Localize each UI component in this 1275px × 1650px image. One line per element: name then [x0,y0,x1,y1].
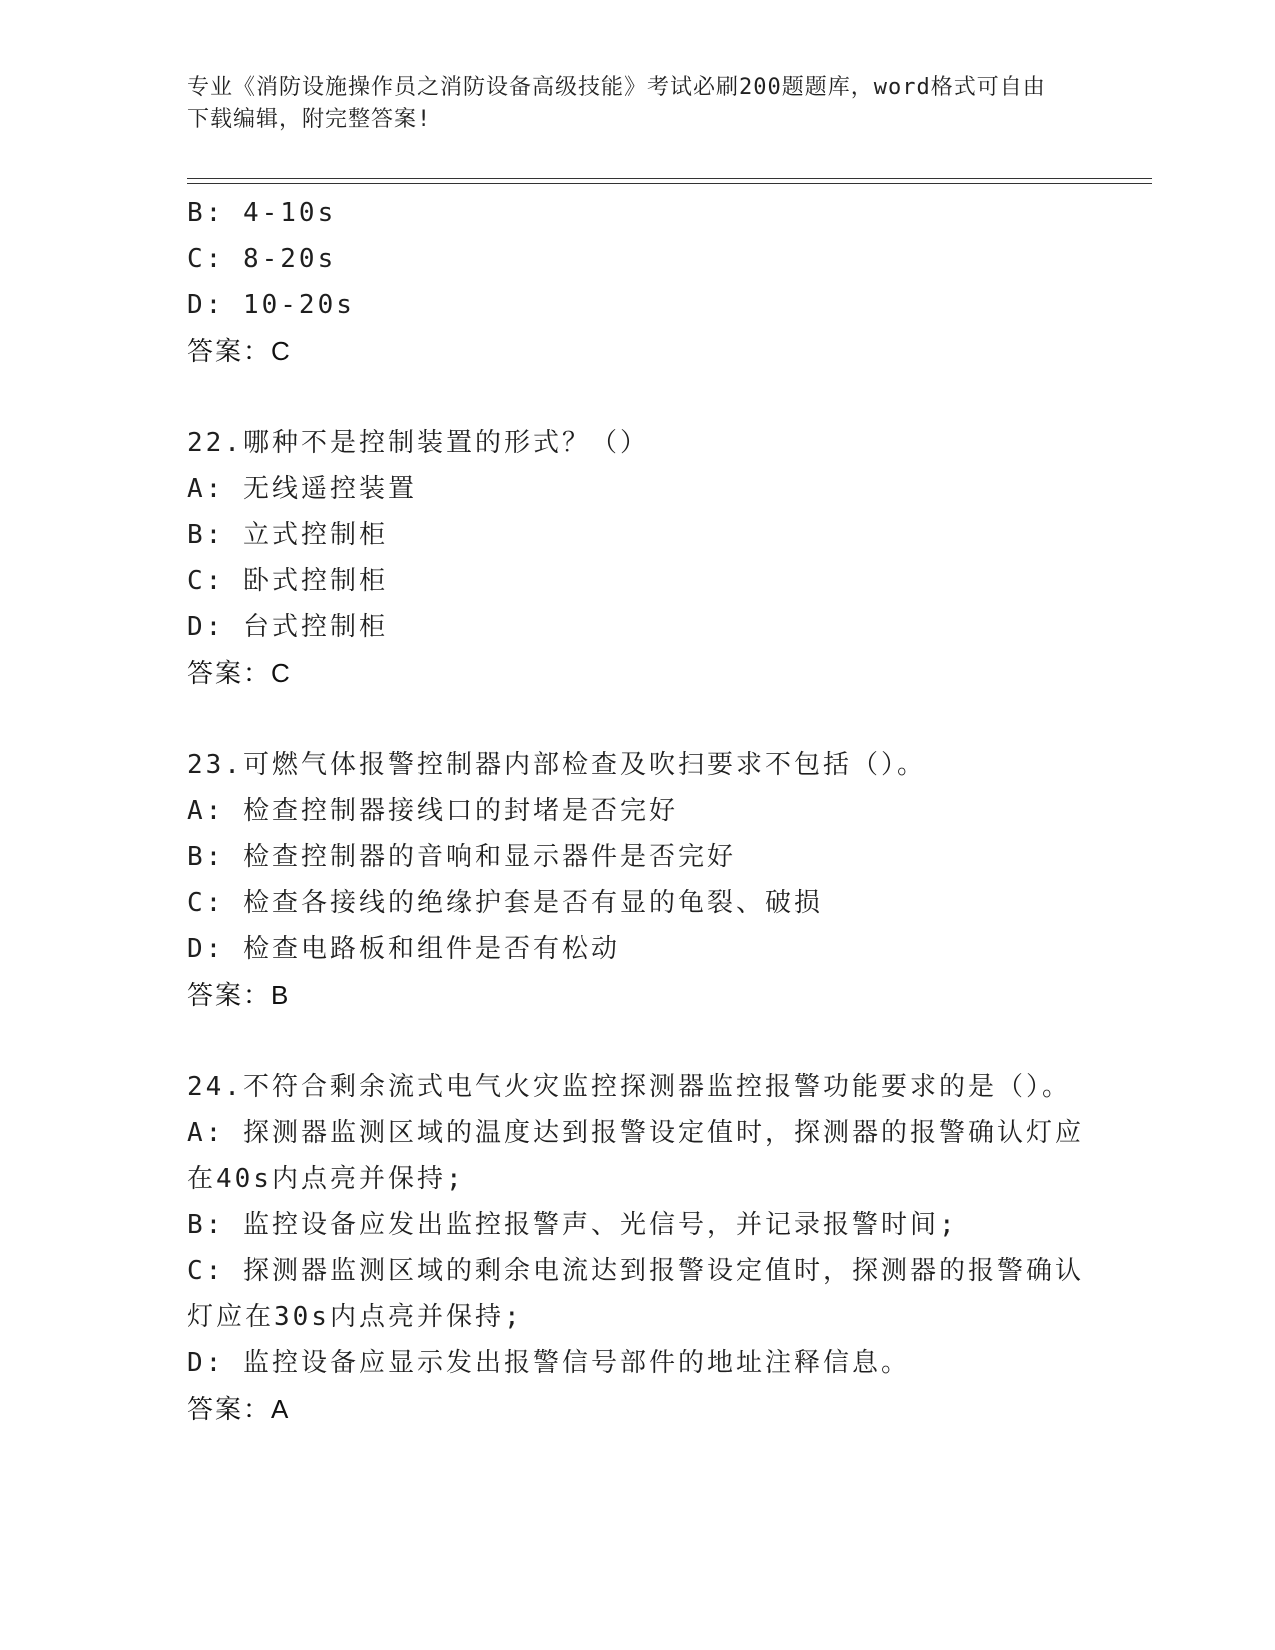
option-a: A: 检查控制器接线口的封堵是否完好 [187,796,678,826]
option-c: C: 检查各接线的绝缘护套是否有显的龟裂、破损 [187,888,823,918]
question-stem: 22.哪种不是控制装置的形式？（） [187,428,649,458]
option-b: B: 4-10s [187,198,337,228]
header-rule-bottom [187,183,1152,184]
question-24 [187,1064,1087,1432]
question-21-continuation [187,190,1087,374]
option-d: D: 台式控制柜 [187,612,388,642]
option-c: C: 8-20s [187,244,337,274]
option-c: C: 卧式控制柜 [187,566,388,596]
option-d: D: 10-20s [187,290,355,320]
question-stem: 24.不符合剩余流式电气火灾监控探测器监控报警功能要求的是（）。 [187,1072,1071,1102]
document-body [187,190,1087,1432]
option-a: A: 探测器监测区域的温度达到报警设定值时，探测器的报警确认灯应在40s内点亮并保持; [187,1118,1084,1194]
option-b: B: 监控设备应发出监控报警声、光信号，并记录报警时间; [187,1210,958,1240]
question-23 [187,742,1087,1018]
option-c: C: 探测器监测区域的剩余电流达到报警设定值时，探测器的报警确认灯应在30s内点亮并保持; [187,1256,1084,1332]
option-b: B: 检查控制器的音响和显示器件是否完好 [187,842,736,872]
answer-line: 答案：B [187,980,291,1010]
document-header: 专业《消防设施操作员之消防设备高级技能》考试必刷200题题库，word格式可自由下载编辑，附完整答案! [187,75,1046,132]
header-rule-top [187,178,1152,179]
option-b: B: 立式控制柜 [187,520,388,550]
option-a: A: 无线遥控装置 [187,474,417,504]
option-d: D: 检查电路板和组件是否有松动 [187,934,620,964]
question-22 [187,420,1087,696]
answer-line: 答案：C [187,336,292,366]
option-d: D: 监控设备应显示发出报警信号部件的地址注释信息。 [187,1348,910,1378]
question-stem: 23.可燃气体报警控制器内部检查及吹扫要求不包括（）。 [187,750,926,780]
answer-line: 答案：C [187,658,292,688]
answer-line: 答案：A [187,1394,291,1424]
